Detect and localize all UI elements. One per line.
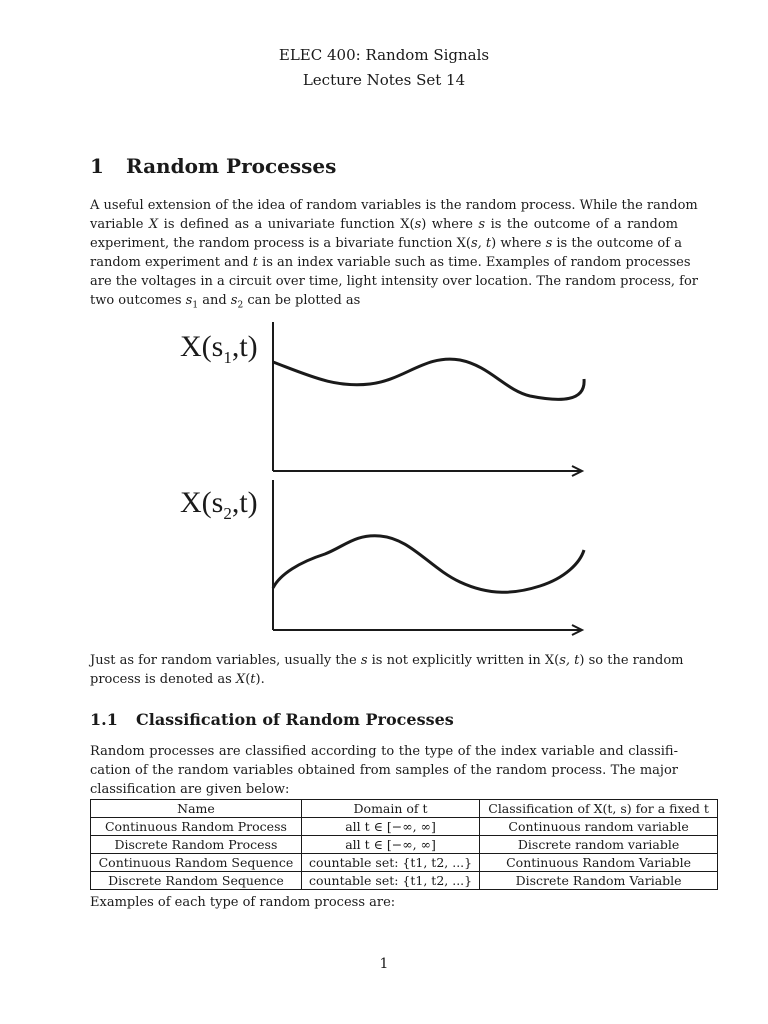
- table-cell: Continuous Random Variable: [480, 854, 718, 872]
- table-cell: Continuous Random Sequence: [91, 854, 302, 872]
- table-cell: all t ∈ [−∞, ∞]: [301, 818, 479, 836]
- table-cell: countable set: {t1, t2, ...}: [301, 872, 479, 890]
- classification-table: [90, 799, 718, 890]
- table-cell: Continuous random variable: [480, 818, 718, 836]
- table-cell: all t ∈ [−∞, ∞]: [301, 836, 479, 854]
- intro-line-2: variable X is defined as a univariate function X(s) where s is the outcome of a random: [90, 217, 678, 232]
- header-classification: Classification of X(t, s) for a fixed t: [480, 800, 718, 818]
- plot1-label: $X(s_1,t)$: [180, 330, 258, 367]
- table-cell: Discrete Random Process: [91, 836, 302, 854]
- page-number: 1: [379, 956, 389, 972]
- intro-line-6: two outcomes $s_1$ and $s_2$ can be plotted as: [90, 293, 361, 311]
- table-row: [91, 872, 718, 890]
- notation-line-2: process is denoted as X(t).: [90, 672, 265, 687]
- table-row: [91, 836, 718, 854]
- header-domain: Domain of t: [301, 800, 479, 818]
- classification-paragraph: [90, 742, 678, 799]
- header-name: Name: [91, 800, 302, 818]
- classification-line-3: classification are given below:: [90, 782, 290, 797]
- table-cell: Discrete Random Variable: [480, 872, 718, 890]
- table-row: [91, 818, 718, 836]
- lecture-set-title: Lecture Notes Set 14: [302, 71, 466, 89]
- classification-line-1: Random processes are classified according to the type of the index variable and classifi-: [90, 744, 678, 759]
- plot1-curve: [273, 359, 584, 399]
- random-process-figure: [170, 318, 600, 638]
- table-cell: countable set: {t1, t2, ...}: [301, 854, 479, 872]
- notation-line-1: Just as for random variables, usually the s is not explicitly written in X(s, t) so the random: [90, 653, 684, 668]
- table-cell: Discrete Random Sequence: [91, 872, 302, 890]
- plot2-curve: [273, 536, 584, 592]
- section-number: 1: [90, 154, 104, 178]
- section-1-heading: [90, 154, 336, 178]
- table-row: [91, 854, 718, 872]
- section-1-1-heading: [90, 710, 454, 729]
- intro-line-4: random experiment and t is an index variable such as time. Examples of random processes: [90, 255, 691, 270]
- section-title: Random Processes: [126, 154, 337, 178]
- course-title: ELEC 400: Random Signals: [278, 46, 490, 64]
- subsection-title: Classification of Random Processes: [136, 710, 454, 729]
- intro-line-5: are the voltages in a circuit over time, light intensity over location. The random process, for: [90, 274, 698, 289]
- intro-line-1: A useful extension of the idea of random variables is the random process. While the random: [90, 198, 698, 213]
- intro-paragraph: [90, 196, 698, 316]
- table-cell: Discrete random variable: [480, 836, 718, 854]
- subsection-number: 1.1: [90, 710, 118, 729]
- plot2-label: $X(s_2,t)$: [180, 486, 258, 523]
- table-cell: Continuous Random Process: [91, 818, 302, 836]
- intro-line-3: experiment, the random process is a bivariate function X(s, t) where s is the outcome of a: [90, 236, 682, 251]
- classification-line-2: cation of the random variables obtained from samples of the random process. The major: [90, 763, 678, 778]
- notation-paragraph: [90, 651, 684, 689]
- examples-line: Examples of each type of random process are:: [90, 895, 396, 910]
- examples-intro: [90, 893, 678, 912]
- table-header-row: [91, 800, 718, 818]
